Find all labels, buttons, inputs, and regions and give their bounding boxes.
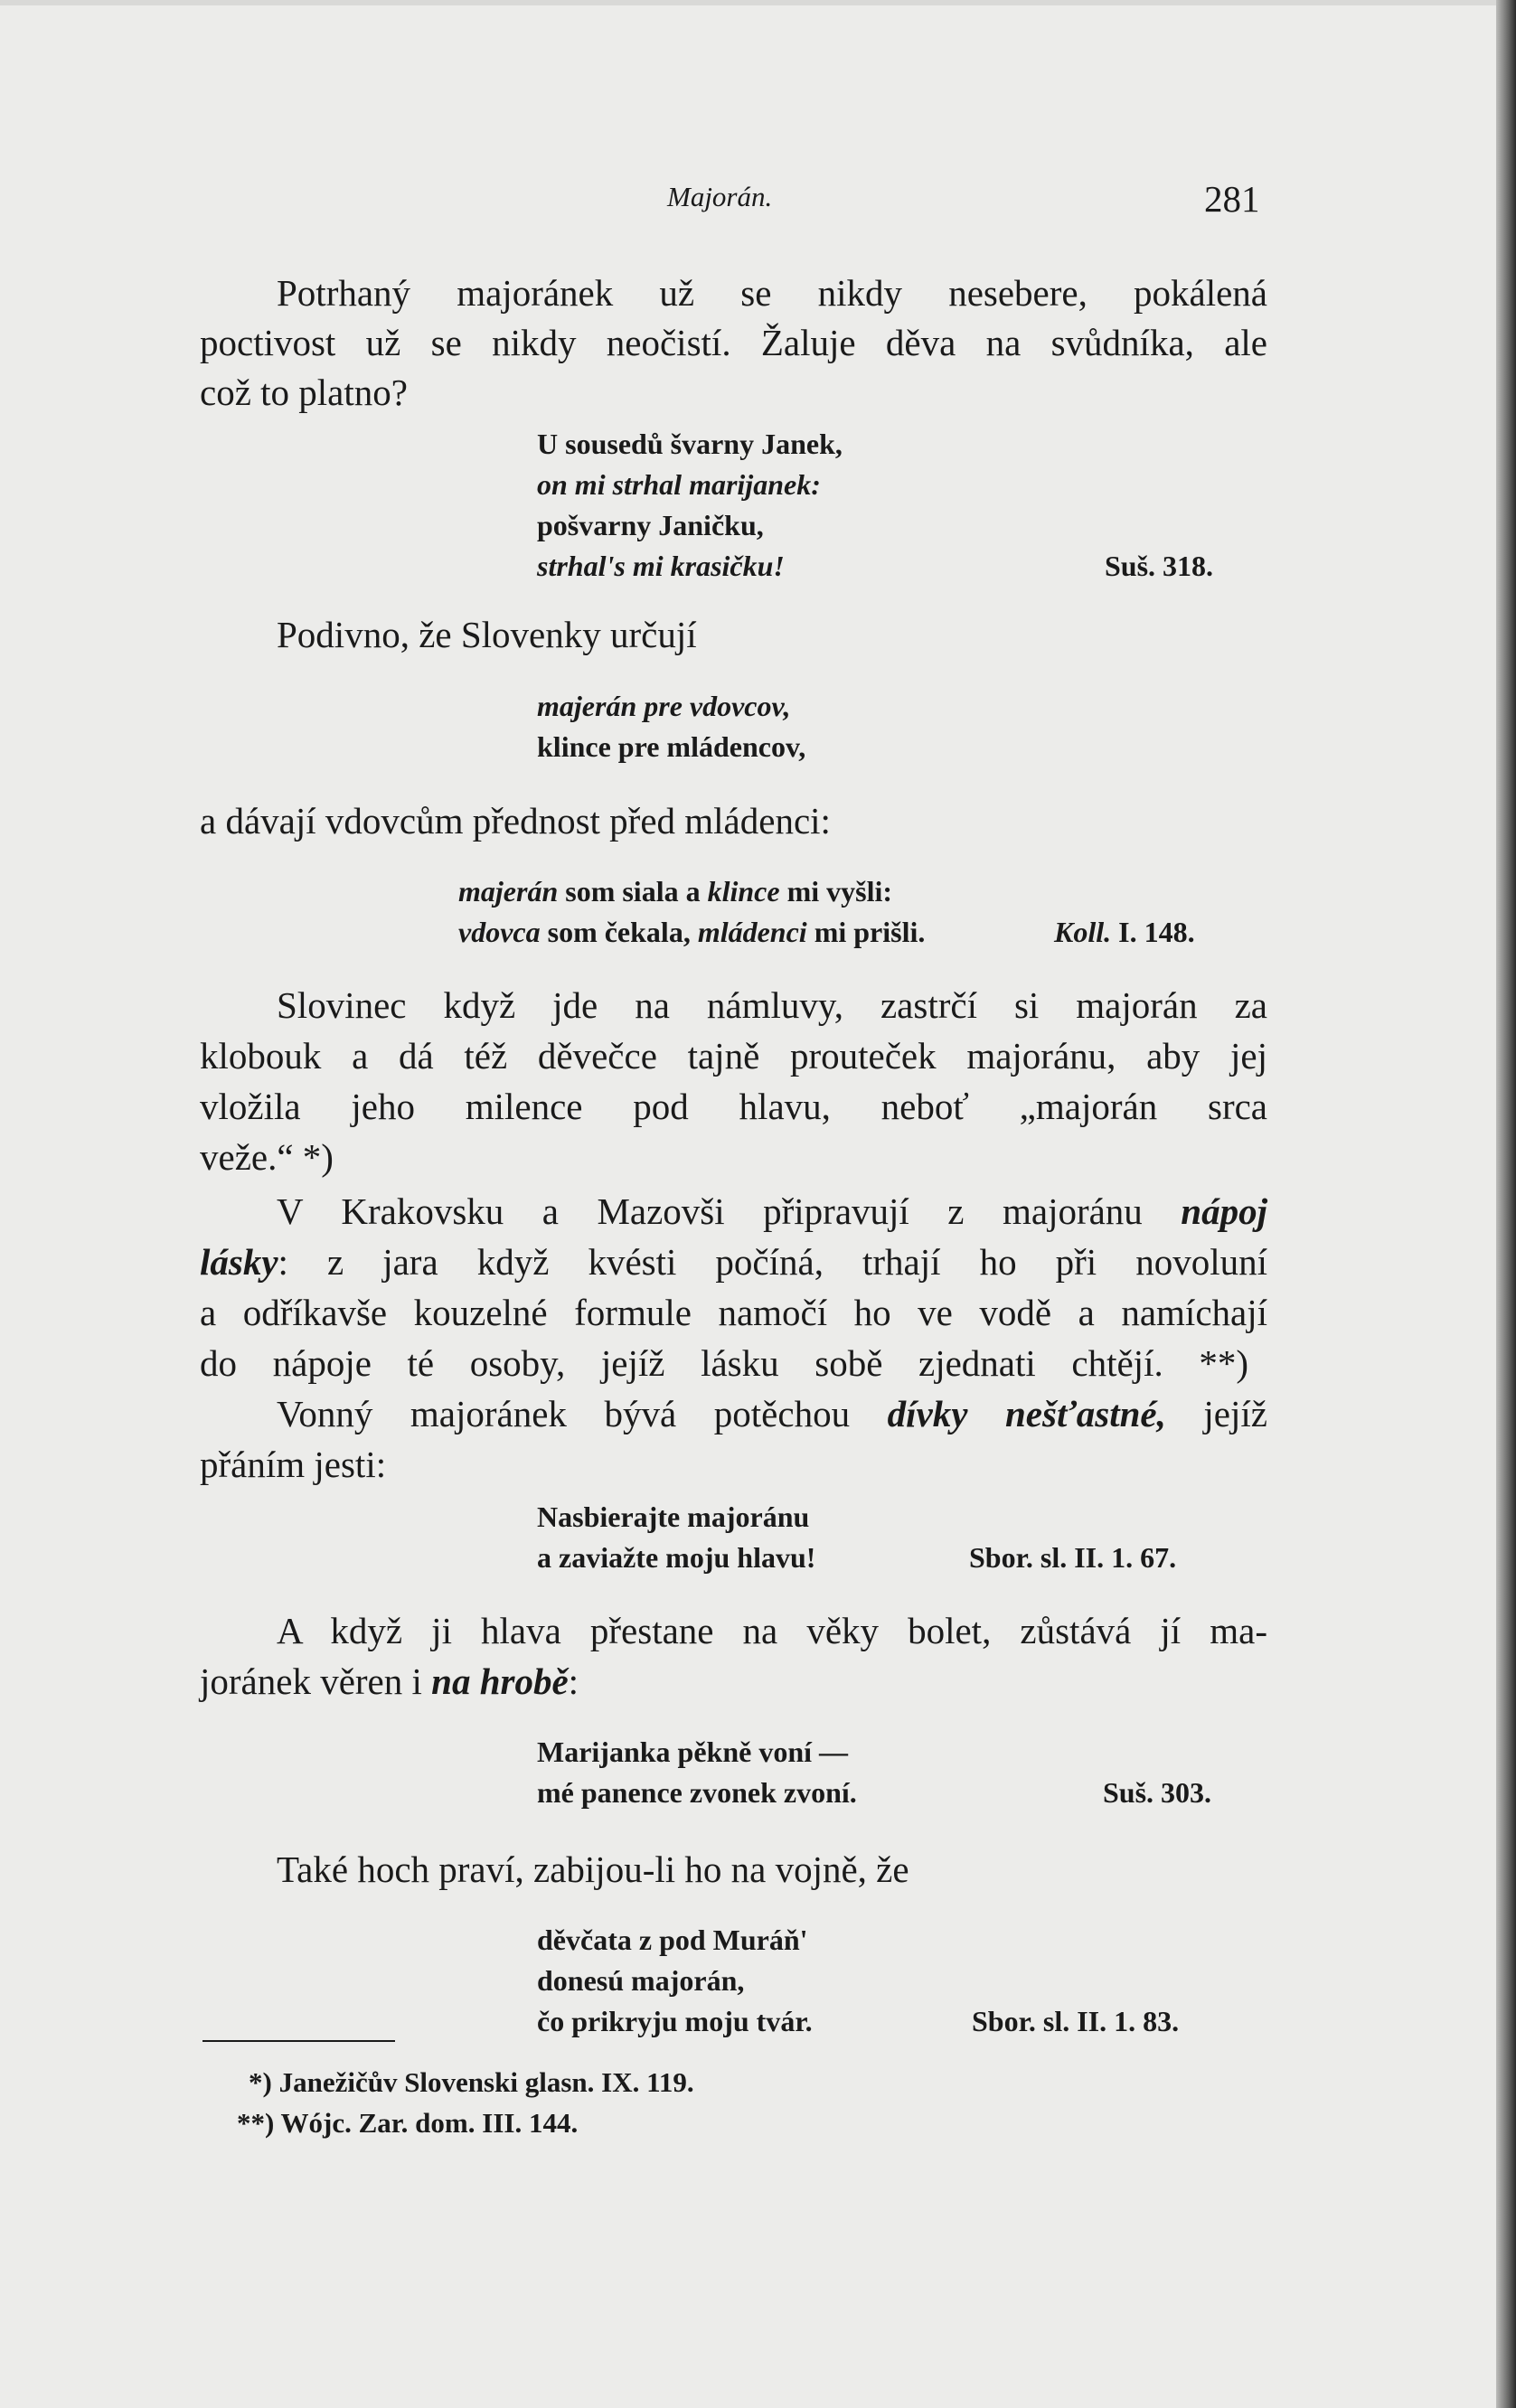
para6-line2: přáním jesti: [200,1444,387,1485]
verse1-citation: Suš. 318. [1105,550,1214,582]
verse5-line2: mé panence zvonek zvoní. [537,1776,857,1809]
verse1-line1: U sousedů švarny Janek, [537,428,843,460]
verse6-citation: Sbor. sl. II. 1. 83. [972,2005,1180,2037]
verse3-line1-c: klince [707,875,780,908]
para5-line1-b: nápoj [1181,1190,1267,1232]
verse3-line1 [458,875,892,908]
para3-line1: a dávají vdovcům přednost před mládenci: [200,800,831,842]
para7-line2-b: na hrobě [431,1660,569,1702]
para8-line1: Také hoch praví, zabijou-li ho na vojně, že [277,1848,909,1890]
para4-line2: klobouk a dá též děvečce tajně prouteček majoránu, aby jej [200,1035,1267,1077]
verse3-line1-a: majerán [458,875,559,908]
verse6-line3: čo prikryju moju tvár. [537,2005,813,2037]
para4-line4: veže.“ *) [200,1136,334,1178]
footnote-rule [202,2040,395,2042]
para7-line1: A když ji hlava přestane na věky bolet, zůstává jí ma- [277,1610,1267,1651]
footnote-1: *) Janežičův Slovenski glasn. IX. 119. [249,2066,694,2098]
verse3-line2-d: mi prišli. [806,916,926,948]
running-header-title: Majorán. [667,181,773,212]
verse2-line1: majerán pre vdovcov, [537,690,791,722]
verse3-line1-b: som siala a [558,875,708,908]
para1-line1: Potrhaný majoránek už se nikdy nesebere, pokálená [277,272,1267,314]
verse5-citation: Suš. 303. [1103,1776,1212,1809]
para5-line2-a: lásky [200,1241,278,1283]
para4-line1: Slovinec když jde na námluvy, zastrčí si majorán za [277,984,1267,1026]
verse3-citation-b: I. 148. [1111,916,1195,948]
para6-line1-c: jejíž [1165,1393,1267,1434]
verse5-line1: Marijanka pěkně voní — [537,1735,849,1768]
verse4-citation: Sbor. sl. II. 1. 67. [969,1541,1177,1574]
verse3-line2 [458,916,925,949]
para6-line1-a: Vonný majoránek bývá potěchou [277,1393,888,1434]
para7-line2-c: : [568,1660,579,1702]
verse1-line2: on mi strhal marijanek: [537,468,821,501]
para7-line2-a: joránek věren i [200,1660,432,1702]
para1-line3: což to platno? [200,372,408,413]
para6-line1-b: dívky nešťastné, [887,1393,1166,1434]
verse3-line1-d: mi vyšli: [779,875,892,908]
verse1-line4: strhal's mi krasičku! [537,550,785,582]
page-right-edge [1496,0,1516,2408]
verse3-citation [1054,916,1195,949]
page-number: 281 [1204,178,1260,220]
para5-line4: do nápoje té osoby, jejíž lásku sobě zjednati chtějí. **) [200,1342,1248,1384]
footnote-2: **) Wójc. Zar. dom. III. 144. [237,2107,579,2139]
verse3-line2-b: som čekala, [540,916,698,948]
verse6-line2: donesú majorán, [537,1964,745,1997]
para5-line1-a: V Krakovsku a Mazovši připravují z majoránu [277,1190,1182,1232]
verse6-line1: děvčata z pod Muráň' [537,1924,808,1956]
verse3-citation-a: Koll. [1054,916,1112,948]
para7-line2 [200,1660,579,1703]
para2-line1: Podivno, že Slovenky určují [277,614,697,655]
para6-line1 [277,1392,1267,1435]
page-top-edge [0,0,1516,5]
verse2-line2: klince pre mládencov, [537,730,806,763]
para5-line3: a odříkavše kouzelné formule namočí ho ve vodě a namíchají [200,1292,1267,1333]
para4-line3: vložila jeho milence pod hlavu, neboť „majorán srca [200,1086,1267,1127]
para5-line2 [200,1240,1267,1284]
verse4-line2: a zaviažte moju hlavu! [537,1541,816,1574]
verse1-line3: pošvarny Janičku, [537,509,764,541]
para5-line1 [277,1190,1267,1233]
verse3-line2-c: mládenci [697,916,807,948]
para1-line2: poctivost už se nikdy neočistí. Žaluje děva na svůdníka, ale [200,322,1267,363]
para5-line2-b: : z jara když kvésti počíná, trhají ho při novoluní [278,1241,1267,1283]
verse4-line1: Nasbierajte majoránu [537,1500,810,1533]
verse3-line2-a: vdovca [458,916,541,948]
